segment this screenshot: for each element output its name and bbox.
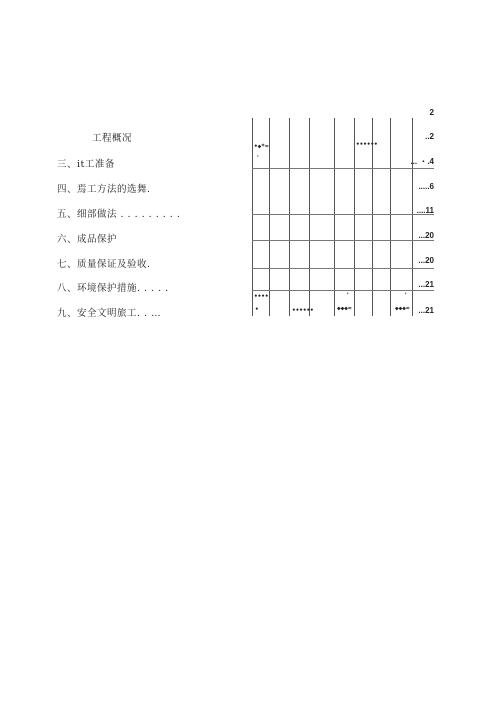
toc-entry-page: ...21 [418, 306, 434, 315]
toc-entry-title: 九、安全文明旅工. . … [57, 308, 162, 319]
toc-entry-title: 四、焉工方法的选舞. [57, 184, 151, 195]
leader-marks: ◆◆◆≈ [395, 305, 410, 312]
toc-entry-page: ... ・.4 [410, 157, 434, 166]
toc-entry-page: ...21 [418, 280, 434, 289]
grid-column-line [252, 118, 253, 316]
grid-row-line [252, 290, 434, 291]
leader-marks: •••••• [356, 141, 378, 148]
grid-column-line [334, 118, 335, 316]
leader-marks: ' [346, 292, 350, 299]
toc-entry-page: ...20 [418, 231, 434, 240]
toc-top-page-number: 2 [429, 108, 434, 117]
grid-column-line [309, 118, 310, 316]
leader-marks: ◆◆◆≈ [337, 305, 352, 312]
leader-marks: •◆*≈ [254, 143, 269, 150]
toc-entry-page: ....11 [416, 206, 434, 215]
toc-entry-page: ...20 [418, 256, 434, 265]
grid-column-line [269, 118, 270, 316]
leader-marks: ' [404, 292, 408, 299]
leader-marks: · [256, 153, 260, 160]
grid-row-line [252, 214, 434, 215]
toc-leader-grid [252, 118, 434, 316]
toc-entry-title: 六、成品保护 [57, 234, 118, 245]
grid-column-line [412, 118, 413, 316]
leader-marks: •••••• [292, 307, 314, 314]
grid-column-line [289, 118, 290, 316]
leader-marks: • [255, 306, 259, 313]
grid-row-line [252, 168, 434, 169]
leader-marks: •••• [254, 293, 269, 300]
toc-entry-page: ..2 [425, 132, 434, 141]
grid-column-line [354, 118, 355, 316]
toc-entry-page: .....6 [418, 182, 434, 191]
toc-entry-title: 七、质量保证及验收. [57, 259, 151, 270]
toc-entry-title: 八、环境保护措施. . . . . [57, 283, 169, 294]
toc-entry-title: 三、it工准备 [57, 159, 115, 170]
grid-row-line [252, 240, 434, 241]
grid-column-line [390, 118, 391, 316]
toc-entry-title: 工程概况 [92, 133, 133, 144]
toc-entry-title: 五、细部做法 . . . . . . . . . [57, 209, 181, 220]
grid-row-line [252, 268, 434, 269]
